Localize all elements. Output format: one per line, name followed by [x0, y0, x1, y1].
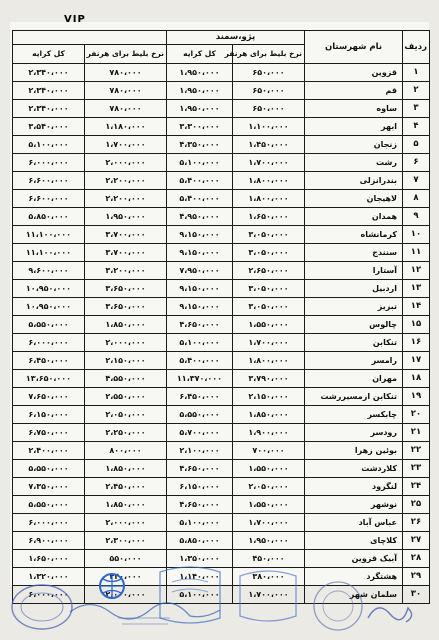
header-vip-group	[13, 31, 167, 45]
row-peugeot-rate: ۴۵۰،۰۰۰	[233, 550, 305, 568]
row-vip-rate: ۲،۱۵۰،۰۰۰	[85, 352, 167, 370]
row-city: سنندج	[305, 244, 403, 262]
table-row	[13, 316, 430, 334]
row-index: ۴	[403, 118, 430, 136]
row-vip-total: ۵،۸۵۰،۰۰۰	[13, 208, 85, 226]
row-vip-rate: ۲،۵۵۰،۰۰۰	[85, 388, 167, 406]
row-index: ۵	[403, 136, 430, 154]
row-peugeot-rate: ۳،۰۵۰،۰۰۰	[233, 226, 305, 244]
row-vip-rate: ۷۸۰،۰۰۰	[85, 100, 167, 118]
fare-rows	[13, 64, 430, 604]
row-vip-total: ۲،۴۰۰،۰۰۰	[13, 442, 85, 460]
row-index: ۱۱	[403, 244, 430, 262]
row-vip-rate: ۵۵۰،۰۰۰	[85, 550, 167, 568]
row-index: ۲۶	[403, 514, 430, 532]
row-vip-total: ۶،۰۰۰،۰۰۰	[13, 514, 85, 532]
row-peugeot-rate: ۷۰۰،۰۰۰	[233, 442, 305, 460]
table-row	[13, 82, 430, 100]
table-row	[13, 532, 430, 550]
row-vip-total: ۱،۳۲۰،۰۰۰	[13, 568, 85, 586]
row-peugeot-rate: ۱،۵۵۰،۰۰۰	[233, 496, 305, 514]
row-index: ۲	[403, 82, 430, 100]
row-vip-rate: ۱،۹۵۰،۰۰۰	[85, 208, 167, 226]
row-vip-rate: ۲،۲۵۰،۰۰۰	[85, 424, 167, 442]
row-vip-rate: ۷۸۰،۰۰۰	[85, 64, 167, 82]
row-city: عباس آباد	[305, 514, 403, 532]
table-row	[13, 298, 430, 316]
row-index: ۳	[403, 100, 430, 118]
row-peugeot-total: ۹،۱۵۰،۰۰۰	[167, 244, 233, 262]
round-seal-stamp	[314, 582, 362, 630]
table-row	[13, 118, 430, 136]
row-vip-total: ۲،۳۴۰،۰۰۰	[13, 64, 85, 82]
row-city: چالوس	[305, 316, 403, 334]
row-peugeot-total: ۱،۹۵۰،۰۰۰	[167, 100, 233, 118]
header-peugeot-group: پژو،سمند	[167, 31, 305, 45]
row-peugeot-total: ۴،۶۵۰،۰۰۰	[167, 460, 233, 478]
row-city: تنکابن ازمسیررشت	[305, 388, 403, 406]
row-peugeot-rate: ۱،۷۰۰،۰۰۰	[233, 334, 305, 352]
row-vip-total: ۱۱،۱۰۰،۰۰۰	[13, 244, 85, 262]
fare-table	[12, 30, 430, 604]
right-cooperative-stamp	[240, 571, 296, 621]
row-vip-total: ۱۳،۶۵۰،۰۰۰	[13, 370, 85, 388]
row-peugeot-rate: ۱،۹۵۰،۰۰۰	[233, 532, 305, 550]
row-vip-total: ۶،۶۰۰،۰۰۰	[13, 190, 85, 208]
row-vip-rate: ۳،۶۵۰،۰۰۰	[85, 280, 167, 298]
row-vip-rate: ۸۰۰،۰۰۰	[85, 442, 167, 460]
row-peugeot-rate: ۶۵۰،۰۰۰	[233, 100, 305, 118]
row-peugeot-rate: ۱،۷۰۰،۰۰۰	[233, 586, 305, 604]
header-vip-rate: نرخ بلیط برای هرنفر	[85, 45, 167, 64]
row-city: تبریز	[305, 298, 403, 316]
row-peugeot-rate: ۳۸۰،۰۰۰	[233, 568, 305, 586]
row-vip-rate: ۲،۲۰۰،۰۰۰	[85, 190, 167, 208]
row-vip-total: ۳،۵۴۰،۰۰۰	[13, 118, 85, 136]
row-vip-total: ۶،۶۰۰،۰۰۰	[13, 172, 85, 190]
row-index: ۱۳	[403, 280, 430, 298]
row-index: ۱۷	[403, 352, 430, 370]
row-peugeot-rate: ۱،۵۵۰،۰۰۰	[233, 316, 305, 334]
header-peugeot-rate: نرخ بلیط برای هرنفر	[233, 45, 305, 64]
row-peugeot-total: ۱،۹۵۰،۰۰۰	[167, 64, 233, 82]
row-vip-rate: ۱،۸۵۰،۰۰۰	[85, 496, 167, 514]
row-index: ۲۵	[403, 496, 430, 514]
row-peugeot-rate: ۱،۷۰۰،۰۰۰	[233, 154, 305, 172]
row-index: ۲۴	[403, 478, 430, 496]
row-city: کرمانشاه	[305, 226, 403, 244]
row-index: ۱۸	[403, 370, 430, 388]
row-peugeot-rate: ۳،۷۹۰،۰۰۰	[233, 370, 305, 388]
row-index: ۲۱	[403, 424, 430, 442]
left-company-stamp	[12, 585, 72, 629]
row-city: قم	[305, 82, 403, 100]
row-peugeot-total: ۱،۹۵۰،۰۰۰	[167, 82, 233, 100]
row-peugeot-total: ۲،۱۰۰،۰۰۰	[167, 442, 233, 460]
row-vip-total: ۱۰،۹۵۰،۰۰۰	[13, 280, 85, 298]
table-row	[13, 208, 430, 226]
header-city: نام شهرستان	[305, 31, 403, 64]
table-row	[13, 172, 430, 190]
row-vip-rate: ۳،۲۰۰،۰۰۰	[85, 262, 167, 280]
row-peugeot-rate: ۲،۱۵۰،۰۰۰	[233, 388, 305, 406]
row-city: چابکسر	[305, 406, 403, 424]
row-peugeot-rate: ۶۵۰،۰۰۰	[233, 64, 305, 82]
row-index: ۹	[403, 208, 430, 226]
row-city: تنکابن	[305, 334, 403, 352]
row-vip-rate: ۴۴۰،۰۰۰	[85, 568, 167, 586]
row-peugeot-total: ۵،۱۰۰،۰۰۰	[167, 334, 233, 352]
table-row	[13, 244, 430, 262]
row-peugeot-total: ۴،۳۵۰،۰۰۰	[167, 136, 233, 154]
table-row	[13, 64, 430, 82]
row-city: آبیک قزوین	[305, 550, 403, 568]
row-vip-total: ۹،۶۰۰،۰۰۰	[13, 262, 85, 280]
table-row	[13, 496, 430, 514]
row-index: ۶	[403, 154, 430, 172]
row-vip-rate: ۴،۵۵۰،۰۰۰	[85, 370, 167, 388]
row-city: سلمان شهر	[305, 586, 403, 604]
row-vip-rate: ۱،۸۵۰،۰۰۰	[85, 460, 167, 478]
header-peugeot-total: کل کرایه	[167, 45, 233, 64]
globe-logo-icon	[100, 574, 124, 598]
row-index: ۲۸	[403, 550, 430, 568]
row-vip-total: ۶،۰۰۰،۰۰۰	[13, 586, 85, 604]
row-vip-total: ۶،۷۵۰،۰۰۰	[13, 424, 85, 442]
row-vip-total: ۵،۵۵۰،۰۰۰	[13, 496, 85, 514]
row-peugeot-rate: ۳،۰۵۰،۰۰۰	[233, 244, 305, 262]
row-index: ۱۰	[403, 226, 430, 244]
row-index: ۱	[403, 64, 430, 82]
row-peugeot-rate: ۳،۰۵۰،۰۰۰	[233, 280, 305, 298]
table-row	[13, 100, 430, 118]
table-row	[13, 514, 430, 532]
row-vip-total: ۶،۱۵۰،۰۰۰	[13, 406, 85, 424]
row-index: ۱۲	[403, 262, 430, 280]
row-peugeot-total: ۶،۱۵۰،۰۰۰	[167, 478, 233, 496]
row-index: ۱۴	[403, 298, 430, 316]
row-vip-total: ۵،۵۵۰،۰۰۰	[13, 460, 85, 478]
row-peugeot-rate: ۳،۰۵۰،۰۰۰	[233, 298, 305, 316]
row-vip-rate: ۷۸۰،۰۰۰	[85, 82, 167, 100]
vip-group-label: VIP	[64, 14, 86, 25]
row-peugeot-rate: ۱،۸۵۰،۰۰۰	[233, 406, 305, 424]
row-vip-rate: ۲،۰۰۰،۰۰۰	[85, 586, 167, 604]
table-row	[13, 262, 430, 280]
row-vip-total: ۷،۳۵۰،۰۰۰	[13, 478, 85, 496]
row-city: لنگرود	[305, 478, 403, 496]
row-peugeot-rate: ۲،۶۵۰،۰۰۰	[233, 262, 305, 280]
row-vip-rate: ۱،۷۰۰،۰۰۰	[85, 136, 167, 154]
row-peugeot-total: ۵،۷۰۰،۰۰۰	[167, 424, 233, 442]
row-peugeot-total: ۴،۹۵۰،۰۰۰	[167, 208, 233, 226]
row-peugeot-total: ۳،۳۰۰،۰۰۰	[167, 118, 233, 136]
row-peugeot-total: ۵،۴۰۰،۰۰۰	[167, 190, 233, 208]
row-index: ۱۶	[403, 334, 430, 352]
table-row	[13, 478, 430, 496]
row-vip-total: ۷،۶۵۰،۰۰۰	[13, 388, 85, 406]
row-peugeot-total: ۴،۶۵۰،۰۰۰	[167, 316, 233, 334]
row-city: قزوین	[305, 64, 403, 82]
table-row	[13, 280, 430, 298]
row-city: بوئین زهرا	[305, 442, 403, 460]
table-row	[13, 370, 430, 388]
row-vip-rate: ۳،۷۰۰،۰۰۰	[85, 244, 167, 262]
row-peugeot-rate: ۲،۰۵۰،۰۰۰	[233, 478, 305, 496]
row-city: رودسر	[305, 424, 403, 442]
table-row	[13, 226, 430, 244]
row-vip-total: ۶،۹۰۰،۰۰۰	[13, 532, 85, 550]
row-city: ساوه	[305, 100, 403, 118]
row-vip-rate: ۲،۰۰۰،۰۰۰	[85, 154, 167, 172]
row-peugeot-rate: ۱،۸۰۰،۰۰۰	[233, 190, 305, 208]
row-vip-rate: ۳،۷۰۰،۰۰۰	[85, 226, 167, 244]
row-peugeot-rate: ۱،۸۰۰،۰۰۰	[233, 172, 305, 190]
cooperative-signature-scribble	[70, 603, 220, 624]
header-vip-total: کل کرایه	[13, 45, 85, 64]
row-city: رشت	[305, 154, 403, 172]
table-row	[13, 136, 430, 154]
row-peugeot-total: ۴،۶۵۰،۰۰۰	[167, 496, 233, 514]
row-vip-total: ۶،۰۰۰،۰۰۰	[13, 154, 85, 172]
row-city: ابهر	[305, 118, 403, 136]
table-row	[13, 388, 430, 406]
stamps-area	[0, 552, 439, 640]
row-city: آستارا	[305, 262, 403, 280]
table-row	[13, 154, 430, 172]
row-peugeot-total: ۵،۱۰۰،۰۰۰	[167, 154, 233, 172]
signature-scribble	[368, 608, 412, 622]
row-peugeot-total: ۹،۱۵۰،۰۰۰	[167, 226, 233, 244]
row-vip-rate: ۲،۳۰۰،۰۰۰	[85, 532, 167, 550]
row-index: ۸	[403, 190, 430, 208]
row-index: ۲۳	[403, 460, 430, 478]
row-vip-rate: ۲،۰۰۰،۰۰۰	[85, 514, 167, 532]
row-peugeot-total: ۵،۴۰۰،۰۰۰	[167, 352, 233, 370]
row-peugeot-total: ۶،۴۵۰،۰۰۰	[167, 388, 233, 406]
row-index: ۷	[403, 172, 430, 190]
row-vip-rate: ۲،۰۰۰،۰۰۰	[85, 334, 167, 352]
row-peugeot-rate: ۱،۴۵۰،۰۰۰	[233, 136, 305, 154]
row-index: ۲۰	[403, 406, 430, 424]
row-index: ۳۰	[403, 586, 430, 604]
row-peugeot-total: ۹،۱۵۰،۰۰۰	[167, 298, 233, 316]
row-index: ۱۹	[403, 388, 430, 406]
row-peugeot-total: ۹،۱۵۰،۰۰۰	[167, 280, 233, 298]
row-city: مهران	[305, 370, 403, 388]
row-city: لاهیجان	[305, 190, 403, 208]
row-peugeot-total: ۵،۸۵۰،۰۰۰	[167, 532, 233, 550]
table-row	[13, 334, 430, 352]
table-row	[13, 460, 430, 478]
row-peugeot-rate: ۱،۶۵۰،۰۰۰	[233, 208, 305, 226]
table-row	[13, 406, 430, 424]
row-peugeot-rate: ۱،۸۰۰،۰۰۰	[233, 352, 305, 370]
row-city: کلاچای	[305, 532, 403, 550]
row-vip-total: ۱۰،۹۵۰،۰۰۰	[13, 298, 85, 316]
row-vip-total: ۶،۴۵۰،۰۰۰	[13, 352, 85, 370]
row-city: اردبیل	[305, 280, 403, 298]
row-peugeot-total: ۵،۱۰۰،۰۰۰	[167, 514, 233, 532]
row-city: کلاردشت	[305, 460, 403, 478]
row-peugeot-rate: ۱،۷۰۰،۰۰۰	[233, 514, 305, 532]
row-vip-total: ۱،۶۵۰،۰۰۰	[13, 550, 85, 568]
row-index: ۲۷	[403, 532, 430, 550]
row-vip-total: ۱۱،۱۰۰،۰۰۰	[13, 226, 85, 244]
row-index: ۲۹	[403, 568, 430, 586]
row-city: زنجان	[305, 136, 403, 154]
row-vip-total: ۶،۰۰۰،۰۰۰	[13, 334, 85, 352]
row-vip-rate: ۳،۶۵۰،۰۰۰	[85, 298, 167, 316]
row-city: هشتگرد	[305, 568, 403, 586]
row-vip-rate: ۲،۴۵۰،۰۰۰	[85, 478, 167, 496]
row-peugeot-rate: ۱،۹۰۰،۰۰۰	[233, 424, 305, 442]
table-row	[13, 442, 430, 460]
row-vip-rate: ۲،۲۰۰،۰۰۰	[85, 172, 167, 190]
row-peugeot-total: ۵،۴۰۰،۰۰۰	[167, 172, 233, 190]
row-peugeot-rate: ۱،۵۵۰،۰۰۰	[233, 460, 305, 478]
header-index: ردیف	[403, 31, 430, 64]
row-city: رامسر	[305, 352, 403, 370]
row-city: بندرانزلی	[305, 172, 403, 190]
row-peugeot-total: ۷،۹۵۰،۰۰۰	[167, 262, 233, 280]
row-peugeot-total: ۱۱،۳۷۰،۰۰۰	[167, 370, 233, 388]
row-vip-rate: ۱،۱۸۰،۰۰۰	[85, 118, 167, 136]
row-peugeot-total: ۱،۳۵۰،۰۰۰	[167, 550, 233, 568]
row-city: همدان	[305, 208, 403, 226]
table-row	[13, 190, 430, 208]
row-vip-rate: ۲،۰۵۰،۰۰۰	[85, 406, 167, 424]
row-vip-total: ۵،۵۵۰،۰۰۰	[13, 316, 85, 334]
table-row	[13, 352, 430, 370]
row-vip-rate: ۱،۸۵۰،۰۰۰	[85, 316, 167, 334]
row-index: ۲۲	[403, 442, 430, 460]
row-peugeot-rate: ۶۵۰،۰۰۰	[233, 82, 305, 100]
row-vip-total: ۲،۳۴۰،۰۰۰	[13, 100, 85, 118]
row-peugeot-total: ۵،۵۵۰،۰۰۰	[167, 406, 233, 424]
row-city: نوشهر	[305, 496, 403, 514]
row-vip-total: ۲،۳۴۰،۰۰۰	[13, 82, 85, 100]
row-vip-total: ۵،۱۰۰،۰۰۰	[13, 136, 85, 154]
row-peugeot-total: ۱،۱۴۰،۰۰۰	[167, 568, 233, 586]
row-peugeot-rate: ۱،۱۰۰،۰۰۰	[233, 118, 305, 136]
row-peugeot-total: ۵،۱۰۰،۰۰۰	[167, 586, 233, 604]
row-index: ۱۵	[403, 316, 430, 334]
table-row	[13, 424, 430, 442]
